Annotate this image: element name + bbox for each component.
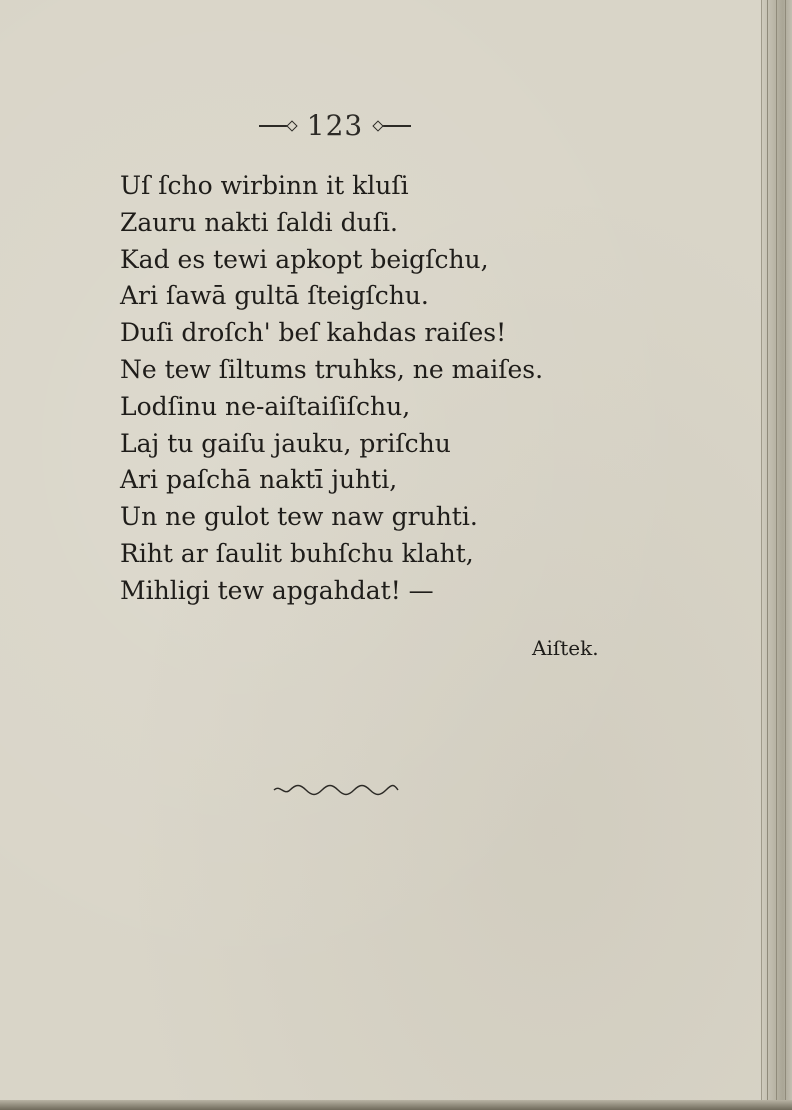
poem-line: Kad es tewi apkopt beigſchu, — [120, 244, 489, 274]
book-spine-edge — [761, 0, 792, 1110]
spine-line — [776, 0, 777, 1110]
right-ornamental-rule — [377, 125, 411, 127]
poem-line: Riht ar ſaulit buhſchu klaht, — [120, 538, 474, 568]
poem-line: Ari paſchā naktī juhti, — [120, 465, 398, 495]
spine-line — [767, 0, 768, 1110]
poem-author: Aiſtek. — [532, 636, 599, 660]
poem-line: Laj tu gaiſu jauku, priſchu — [120, 428, 451, 458]
page-number: 123 — [306, 109, 364, 142]
left-ornamental-rule — [259, 125, 293, 127]
poem-line: Ne tew ſiltums truhks, ne maiſes. — [120, 354, 544, 384]
poem-line: Duſi droſch' beſ kahdas raiſes! — [120, 318, 507, 348]
poem-line: Ari ſawā gultā ſteigſchu. — [120, 281, 429, 311]
poem-line: Mihligi tew apgahdat! — — [120, 575, 434, 605]
poem-line: Un ne gulot tew naw gruhti. — [120, 502, 478, 532]
poem-line: Uſ ſcho wirbinn it kluſi — [120, 171, 409, 200]
page-bottom-edge — [0, 1100, 792, 1110]
poem-line: Lodſinu ne-aiſtaiſiſchu, — [120, 391, 411, 421]
poem-text — [120, 168, 544, 610]
spine-line — [785, 0, 786, 1110]
decorative-wave-ornament — [272, 782, 400, 798]
poem-line: Zauru nakti ſaldi duſi. — [120, 207, 398, 237]
page-header — [240, 108, 430, 144]
